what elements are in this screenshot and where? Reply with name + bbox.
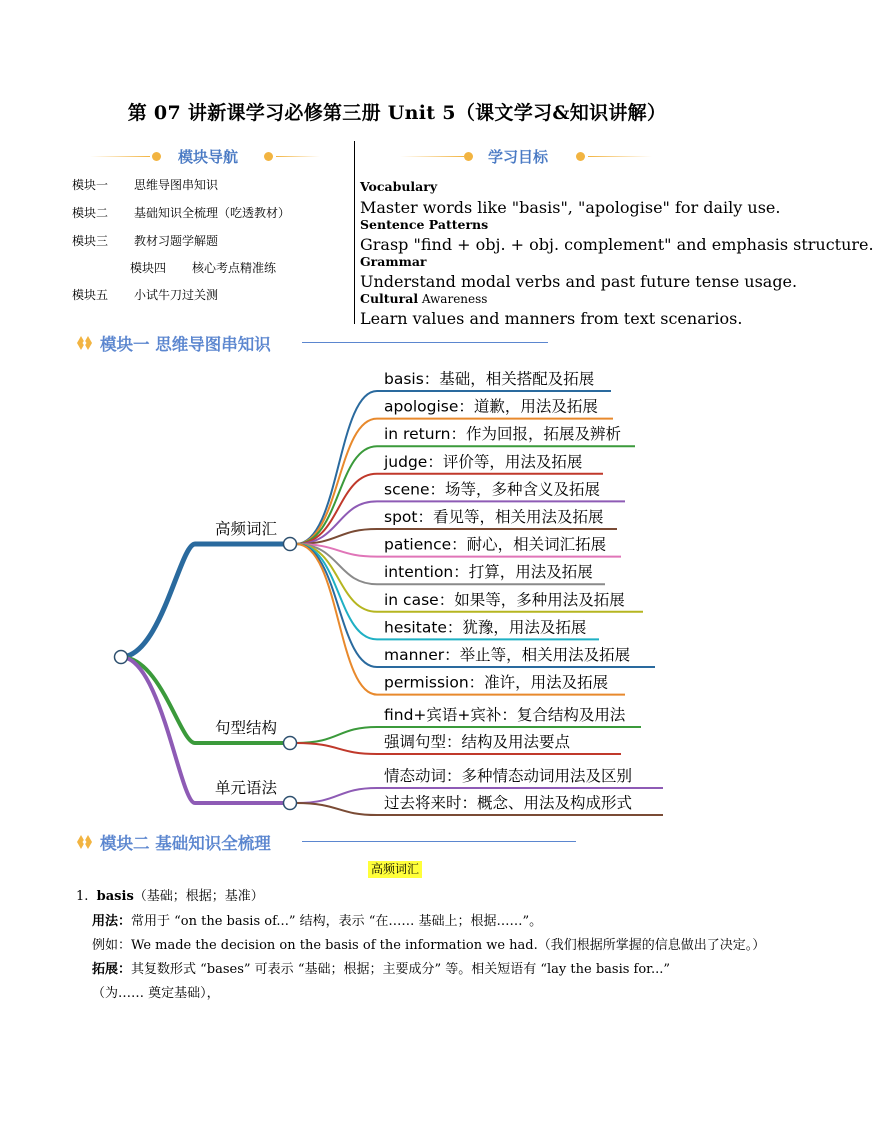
leaf-label: hesitate：犹豫，用法及拓展 [384,618,587,637]
branch-label: 句型结构 [215,719,278,737]
goal-text: Master words like "basis", "apologise" for daily use. [360,198,781,217]
module-item: 模块二 基础知识全梳理（吃透教材） [72,206,291,220]
diamond-icon [76,335,94,351]
branch-label: 单元语法 [215,779,278,797]
module-item: 模块三 教材习题学解题 [72,234,219,248]
entry-extension: 拓展：其复数形式 “bases” 可表示 “基础；根据；主要成分” 等。相关短语有 “lay the basis for...” [92,962,670,977]
leaf-label: intention：打算，用法及拓展 [384,563,593,582]
nav-dot-left-icon [152,152,161,161]
diamond-icon [76,834,94,850]
module-nav-title: 模块导航 [178,148,239,166]
entry-word: basis [96,889,134,904]
page-title: 第 07 讲新课学习必修第三册 Unit 5（课文学习&知识讲解） [127,102,667,124]
leaf-label: in case：如果等，多种用法及拓展 [384,590,625,609]
section-title: 模块二 基础知识全梳理 [100,834,271,853]
module-item: 模块四 核心考点精准练 [130,261,277,275]
section-header-basics [76,830,576,854]
column-divider [354,141,355,324]
leaf-label: spot：看见等，相关用法及拓展 [384,508,604,526]
entry-heading: 1. basis（基础；根据；基准） [76,889,264,904]
root-node [115,651,128,664]
goal-text: Grasp "find + obj. + obj. complement" and emphasis structure. [360,235,874,254]
leaf-label: patience：耐心，相关词汇拓展 [384,535,607,554]
branch-label: 高频词汇 [215,520,278,538]
branch-node [284,538,297,551]
section-header-mindmap [76,331,576,355]
goals-dot-right-icon [576,152,585,161]
section-title: 模块一 思维导图串知识 [100,335,271,354]
goals-title: 学习目标 [488,148,549,166]
leaf-label: basis：基础，相关搭配及拓展 [384,370,595,388]
nav-dot-right-icon [264,152,273,161]
goal-text: Learn values and manners from text scenarios. [360,309,743,328]
branch-node [284,737,297,750]
leaf-label: 过去将来时：概念、用法及构成形式 [384,794,633,812]
module-nav-header [90,146,320,168]
goal-text: Understand modal verbs and past future tense usage. [360,272,798,291]
branch-connector [121,544,283,657]
branch-node [284,797,297,810]
entry-example: 例如：We made the decision on the basis of the information we had.（我们根据所掌握的信息做出了决定。） [92,938,766,953]
leaf-label: manner：举止等，相关用法及拓展 [384,646,631,664]
leaf-label: 强调句型：结构及用法要点 [384,733,571,751]
leaf-label: permission：准许，用法及拓展 [384,673,609,692]
goal-heading: Vocabulary [360,179,438,194]
goal-heading: Grammar [360,254,427,269]
leaf-label: apologise：道歉，用法及拓展 [384,397,598,416]
subsection-label: 高频词汇 [368,861,422,878]
leaf-label: scene：场等，多种含义及拓展 [384,480,600,499]
leaf-label: judge：评价等，用法及拓展 [384,452,583,471]
leaf-label: find+宾语+宾补：复合结构及用法 [384,706,626,724]
goals-dot-left-icon [464,152,473,161]
leaf-label: in return：作为回报，拓展及辨析 [384,425,621,444]
mind-map [0,355,794,825]
entry-usage: 用法：常用于 “on the basis of...” 结构，表示 “在…… 基础上；根据……”。 [92,914,543,929]
module-item: 模块五 小试牛刀过关测 [72,288,219,302]
goal-heading: Sentence Patterns [360,217,489,232]
goals-header [400,146,652,168]
module-item: 模块一 思维导图串知识 [72,178,219,192]
leaf-label: 情态动词：多种情态动词用法及区别 [384,767,633,785]
goal-heading: Cultural Awareness [360,291,488,306]
entry-extension-cont: （为…… 奠定基础）， [92,986,220,1001]
